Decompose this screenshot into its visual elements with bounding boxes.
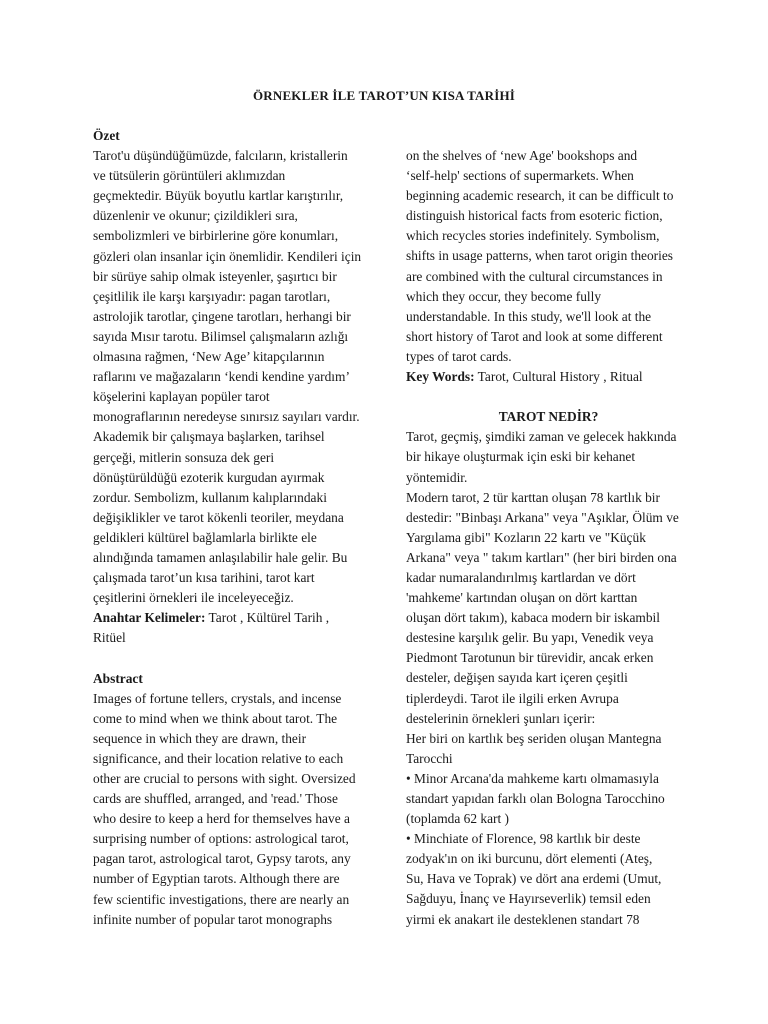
- ozet-keywords-cont: Ritüel: [93, 630, 126, 646]
- abstract-body-continued: [406, 146, 691, 367]
- text-line: destesine karşılık gelir. Bu yapı, Venedik veya: [406, 630, 654, 646]
- ozet-keywords-text: Tarot , Kültürel Tarih ,: [205, 610, 330, 626]
- text-line: ve tütsülerin görüntüleri aklımızdan: [93, 168, 286, 184]
- text-line: köşelerini kaplayan popüler tarot: [93, 389, 270, 405]
- text-line: understandable. In this study, we'll look at the: [406, 308, 652, 324]
- text-line: tiplerdeydi. Tarot ile ilgili erken Avrupa: [406, 690, 619, 706]
- text-line: bir sürüye sahip olmak isteyenler, şaşırtıcı bir: [93, 268, 337, 284]
- text-line: 'mahkeme' kartından oluşan on dört karttan: [406, 590, 638, 606]
- text-line: Tarocchi: [406, 750, 453, 766]
- text-line: standart yapıdan farklı olan Bologna Tarocchino: [406, 791, 665, 806]
- text-line: geldikleri kültürel bağlamlarla birlikte ele: [93, 529, 317, 545]
- text-line: destedir: "Binbaşı Arkana" veya "Aşıklar, Ölüm ve: [406, 509, 679, 525]
- text-line: Tarot'u düşündüğümüzde, falcıların, kristallerin: [93, 148, 348, 164]
- text-line: olmasına rağmen, ‘New Age’ kitapçılarının: [93, 349, 325, 365]
- text-line: oluşan dört takım), kabaca modern bir iskambil: [406, 610, 660, 626]
- text-line: zodyak'ın on iki burcunu, dört elementi (Ateş,: [406, 851, 653, 867]
- text-line: who desire to keep a herd for themselves have a: [93, 811, 350, 827]
- abstract-heading: Abstract: [93, 670, 143, 686]
- text-line: geçmektedir. Büyük boyutlu kartlar karıştırılır,: [93, 188, 344, 204]
- ozet-body: [93, 146, 378, 608]
- text-line: short history of Tarot and look at some different: [406, 328, 663, 344]
- text-line: surprising number of options: astrological tarot,: [93, 831, 349, 847]
- text-line: shifts in usage patterns, when tarot origin theories: [406, 248, 674, 264]
- ozet-heading: Özet: [93, 128, 120, 143]
- text-line: zordur. Sembolizm, kullanım kalıplarındaki: [93, 489, 327, 505]
- text-line: Tarot, geçmiş, şimdiki zaman ve gelecek hakkında: [406, 429, 677, 445]
- text-line: çeşitlilik ile karşı karşıyadır: pagan tarotları,: [93, 288, 331, 304]
- text-line: sequence in which they are drawn, their: [93, 730, 307, 746]
- text-line: kadar numaralandırılmış kartlardan ve dört: [406, 569, 636, 585]
- right-column: [406, 146, 691, 930]
- text-line: Piedmont Tarotunun bir türevidir, ancak erken: [406, 650, 654, 666]
- text-line: raflarını ve mağazaların ‘kendi kendine yardım’: [93, 369, 350, 385]
- text-line: desteler, değişen sayıda kart içeren çeşitli: [406, 670, 628, 686]
- text-line: destelerinin örnekleri şunları içerir:: [406, 710, 596, 726]
- text-line: gerçeği, mitlerin sonsuza dek geri: [93, 449, 275, 465]
- text-line: monograflarının neredeyse sınırsız sayıları vardır.: [93, 409, 360, 425]
- text-line: on the shelves of ‘new Age' bookshops and: [406, 148, 638, 163]
- text-line: sembolizmleri ve birbirlerine göre konumları,: [93, 228, 339, 244]
- text-line: number of Egyptian tarots. Although there are: [93, 871, 340, 887]
- text-line: bir hikaye oluşturmak için eski bir kehanet: [406, 449, 636, 465]
- text-line: çalışmada tarot’un kısa tarihini, tarot kart: [93, 570, 315, 586]
- text-line: Su, Hava ve Toprak) ve dört ana erdemi (Umut,: [406, 871, 662, 887]
- text-line: düzenlenir ve okunur; çizildikleri sıra,: [93, 208, 298, 224]
- text-line: infinite number of popular tarot monographs: [93, 911, 333, 927]
- text-line: few scientific investigations, there are nearly an: [93, 891, 350, 907]
- text-line: distinguish historical facts from esoteric fiction,: [406, 208, 663, 224]
- text-line: are combined with the cultural circumstances in: [406, 268, 663, 284]
- text-line: gözleri olan insanlar için önemlidir. Kendileri için: [93, 248, 362, 264]
- text-line: Yargılama gibi" Kozların 22 kartı ve "Küçük: [406, 529, 646, 545]
- text-line: astrolojik tarotlar, çingene tarotları, herhangi bir: [93, 308, 351, 324]
- tarot-nedir-body: [406, 427, 691, 929]
- text-line: sayıda Mısır tarotu. Bilimsel çalışmaların azlığı: [93, 328, 349, 344]
- text-line: Modern tarot, 2 tür karttan oluşan 78 kartlık bir: [406, 489, 660, 505]
- text-line: yöntemidir.: [406, 469, 468, 485]
- text-line: beginning academic research, it can be difficult to: [406, 188, 674, 204]
- text-line: • Minor Arcana'da mahkeme kartı olmamasıyla: [406, 770, 659, 786]
- text-line: pagan tarot, astrological tarot, Gypsy tarots, any: [93, 851, 351, 867]
- text-line: • Minchiate of Florence, 98 kartlık bir deste: [406, 831, 641, 847]
- text-line: alındığında tamamen anlaşılabilir hale gelir. Bu: [93, 549, 348, 565]
- abstract-keywords-text: Tarot, Cultural History , Ritual: [474, 369, 643, 385]
- text-line: which recycles stories indefinitely. Symbolism,: [406, 228, 660, 244]
- text-line: which they occur, they become fully: [406, 288, 602, 304]
- page-title: ÖRNEKLER İLE TAROT’UN KISA TARİHİ: [252, 88, 516, 103]
- text-line: cards are shuffled, arranged, and 'read.' Those: [93, 791, 338, 807]
- abstract-keywords-label: Key Words:: [406, 369, 475, 385]
- ozet-keywords: [93, 608, 378, 628]
- text-line: Her biri on kartlık beş seriden oluşan Mantegna: [406, 730, 662, 746]
- text-line: yirmi ek anakart ile desteklenen standart 78: [406, 911, 640, 927]
- text-line: ‘self-help' sections of supermarkets. When: [406, 168, 634, 184]
- abstract-body: [93, 689, 378, 930]
- ozet-keywords-label: Anahtar Kelimeler:: [93, 610, 206, 626]
- text-line: significance, and their location relative to each: [93, 750, 344, 766]
- text-line: types of tarot cards.: [406, 348, 512, 364]
- text-line: (toplamda 62 kart ): [406, 811, 509, 827]
- abstract-keywords: [406, 367, 691, 387]
- text-line: çeşitlerini örnekleri ile inceleyeceğiz.: [93, 590, 294, 606]
- text-line: Sağduyu, İnanç ve Hayırseverlik) temsil eden: [406, 891, 651, 907]
- tarot-nedir-heading: TAROT NEDİR?: [498, 409, 599, 425]
- text-line: Arkana" veya " takım kartları" (her biri birden ona: [406, 549, 677, 565]
- text-line: come to mind when we think about tarot. The: [93, 710, 338, 726]
- left-column: [93, 126, 378, 930]
- text-line: Images of fortune tellers, crystals, and incense: [93, 690, 342, 706]
- text-line: dönüştürüldüğü ezoterik kurgudan ayırmak: [93, 469, 325, 485]
- text-line: other are crucial to persons with sight. Oversized: [93, 771, 356, 786]
- text-line: Akademik bir çalışmaya başlarken, tarihsel: [93, 429, 325, 445]
- text-line: değişiklikler ve tarot kökenli teoriler, meydana: [93, 509, 344, 525]
